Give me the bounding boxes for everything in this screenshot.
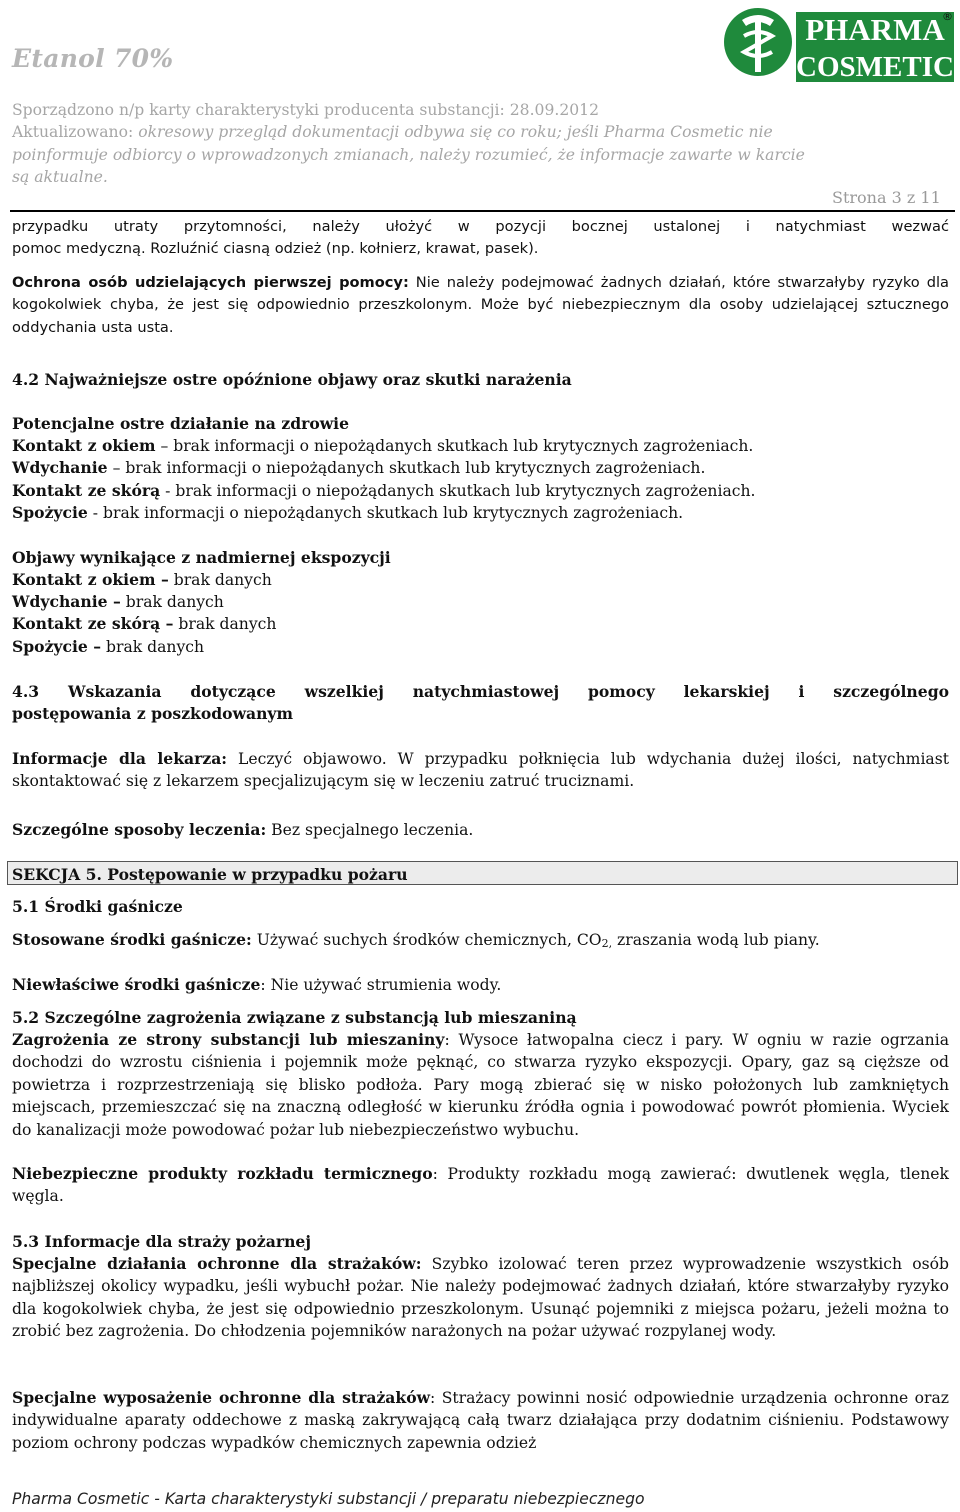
unsuitable-media: Niewłaściwe środki gaśnicze: Nie używać strumienia wody. bbox=[12, 975, 502, 994]
acute-eye: Kontakt z okiem – brak informacji o niepożądanych skutkach lub krytycznych zagrożeniach. bbox=[12, 436, 754, 455]
logo-text-cosmetic: COSMETIC bbox=[796, 51, 954, 83]
over-skin: Kontakt ze skórą – brak danych bbox=[12, 614, 277, 633]
section-5-title: SEKCJA 5. Postępowanie w przypadku pożaru bbox=[12, 865, 408, 884]
suitable-media-paragraph: Stosowane środki gaśnicze: Używać suchych środków chemicznych, $CO_{2,}$ zraszania wodą lub piany. bbox=[12, 930, 820, 950]
acute-inhalation: Wdychanie – brak informacji o niepożądanych skutkach lub krytycznych zagrożeniach. bbox=[12, 458, 706, 477]
page-number: Strona 3 z 11 bbox=[832, 188, 941, 207]
doctor-info-paragraph: Informacje dla lekarza: Leczyć objawowo. W przypadku połknięcia lub wdychania dużej ilości, natychmiast skontaktować się z lekarzem specjalizującym się w leczeniu zatruć truciznami. bbox=[12, 749, 949, 791]
overexposure-heading: Objawy wynikające z nadmiernej ekspozycji bbox=[12, 548, 391, 567]
section-4-2-heading: 4.2 Najważniejsze ostre opóźnione objawy oraz skutki narażenia bbox=[12, 370, 572, 389]
over-eye: Kontakt z okiem – brak danych bbox=[12, 570, 272, 589]
decomposition-paragraph: Niebezpieczne produkty rozkładu termicznego: Produkty rozkładu mogą zawierać: dwutlenek węgla, tlenek węgla. bbox=[12, 1164, 949, 1206]
section-5-2-heading: 5.2 Szczególne zagrożenia związane z substancją lub mieszaniną bbox=[12, 1008, 577, 1027]
helpers-label: Ochrona osób udzielających pierwszej pomocy: bbox=[12, 274, 409, 291]
firefighter-equipment-paragraph: Specjalne wyposażenie ochronne dla strażaków: Strażacy powinni nosić odpowiednie urządzenia ochronne oraz indywidualne aparaty oddechowe z maską zakrywającą całą twarz działająca przy dodatnim ciśnieniu. Podstawowy poziom ochrony podczas wypadków chemicznych zapewnia odzież bbox=[12, 1388, 950, 1452]
document-title: Etanol 70% bbox=[12, 44, 174, 73]
first-aid-helpers-paragraph bbox=[12, 272, 949, 339]
intro-line-1: przypadku utraty przytomności, należy ułożyć w pozycji bocznej ustalonej i natychmiast wezwać bbox=[12, 218, 949, 235]
acute-effects-heading: Potencjalne ostre działanie na zdrowie bbox=[12, 414, 349, 433]
prepared-note: Sporządzono n/p karty charakterystyki producenta substancji: 28.09.2012 bbox=[12, 101, 600, 119]
section-4-3-heading-1: 4.3 Wskazania dotyczące wszelkiej natychmiastowej pomocy lekarskiej i szczególnego bbox=[12, 682, 949, 701]
special-treatment: Szczególne sposoby leczenia: Bez specjalnego leczenia. bbox=[12, 820, 474, 839]
over-ingestion: Spożycie – brak danych bbox=[12, 637, 205, 656]
firefighter-actions-paragraph: Specjalne działania ochronne dla strażaków: Szybko izolować teren przez wyprowadzenie wszystkich osób najbliższej okolicy wypadku, jeśli wybuchł pożar. Nie należy podejmować żadnych działań, które stwarzałyby ryzyko dla kogokolwiek chyba, że jest się odpowiednio przeszkolonym. Usunąć pojemniki z miejsca pożaru, jeżeli można to zrobić bez zagrożenia. Do chłodzenia pojemników narażonych na pożar używać rozpylanej wody. bbox=[12, 1254, 949, 1341]
section-4-3-heading-2: postępowania z poszkodowanym bbox=[12, 704, 293, 723]
section-5-1-heading: 5.1 Środki gaśnicze bbox=[12, 897, 183, 916]
header-rule bbox=[10, 210, 955, 212]
pharma-cosmetic-logo bbox=[720, 2, 956, 84]
helpers-text: Nie należy podejmować żadnych działań, które stwarzałyby ryzyko dla kogokolwiek chyba, że jest się odpowiednio przeszkolonym. Może być niebezpiecznym dla osoby udzielającej sztucznego oddychania usta usta. bbox=[12, 274, 949, 336]
over-inhalation: Wdychanie – brak danych bbox=[12, 592, 224, 611]
updated-note-3: są aktualne. bbox=[12, 168, 108, 186]
hazards-paragraph: Zagrożenia ze strony substancji lub mieszaniny: Wysoce łatwopalna ciecz i pary. W ogniu w razie ogrzania dochodzi do wzrostu ciśnienia i pojemnik może pęknąć, co stwarza ryzyko ekspozycji. Opary, gaz są cięższe od powietrza i rozprzestrzeniają się blisko podłoża. Pary mogą zbierać się w nisko położonych lub zamkniętych miejscach, przemieszczać się na znaczną odległość w kierunku źródła ognia i powodować powrót płomienia. Wyciek do kanalizacji może powodować pożar lub niebezpieczeństwo wybuchu. bbox=[12, 1030, 949, 1139]
updated-note-2: poinformuje odbiorcy o wprowadzonych zmianach, należy rozumieć, że informacje zawarte w karcie bbox=[12, 146, 805, 164]
updated-note-1: Aktualizowano: okresowy przegląd dokumentacji odbywa się co roku; jeśli Pharma Cosmetic nie bbox=[12, 123, 773, 141]
acute-ingestion: Spożycie - brak informacji o niepożądanych skutkach lub krytycznych zagrożeniach. bbox=[12, 503, 684, 522]
logo-text-pharma: PHARMA bbox=[805, 12, 945, 47]
registered-mark: ® bbox=[942, 10, 953, 23]
intro-line-2: pomoc medyczną. Rozluźnić ciasną odzież (np. kołnierz, krawat, pasek). bbox=[12, 240, 539, 257]
footer: Pharma Cosmetic - Karta charakterystyki substancji / preparatu niebezpiecznego bbox=[12, 1490, 645, 1508]
acute-skin: Kontakt ze skórą - brak informacji o niepożądanych skutkach lub krytycznych zagrożeniach. bbox=[12, 481, 756, 500]
section-5-3-heading: 5.3 Informacje dla straży pożarnej bbox=[12, 1232, 311, 1251]
